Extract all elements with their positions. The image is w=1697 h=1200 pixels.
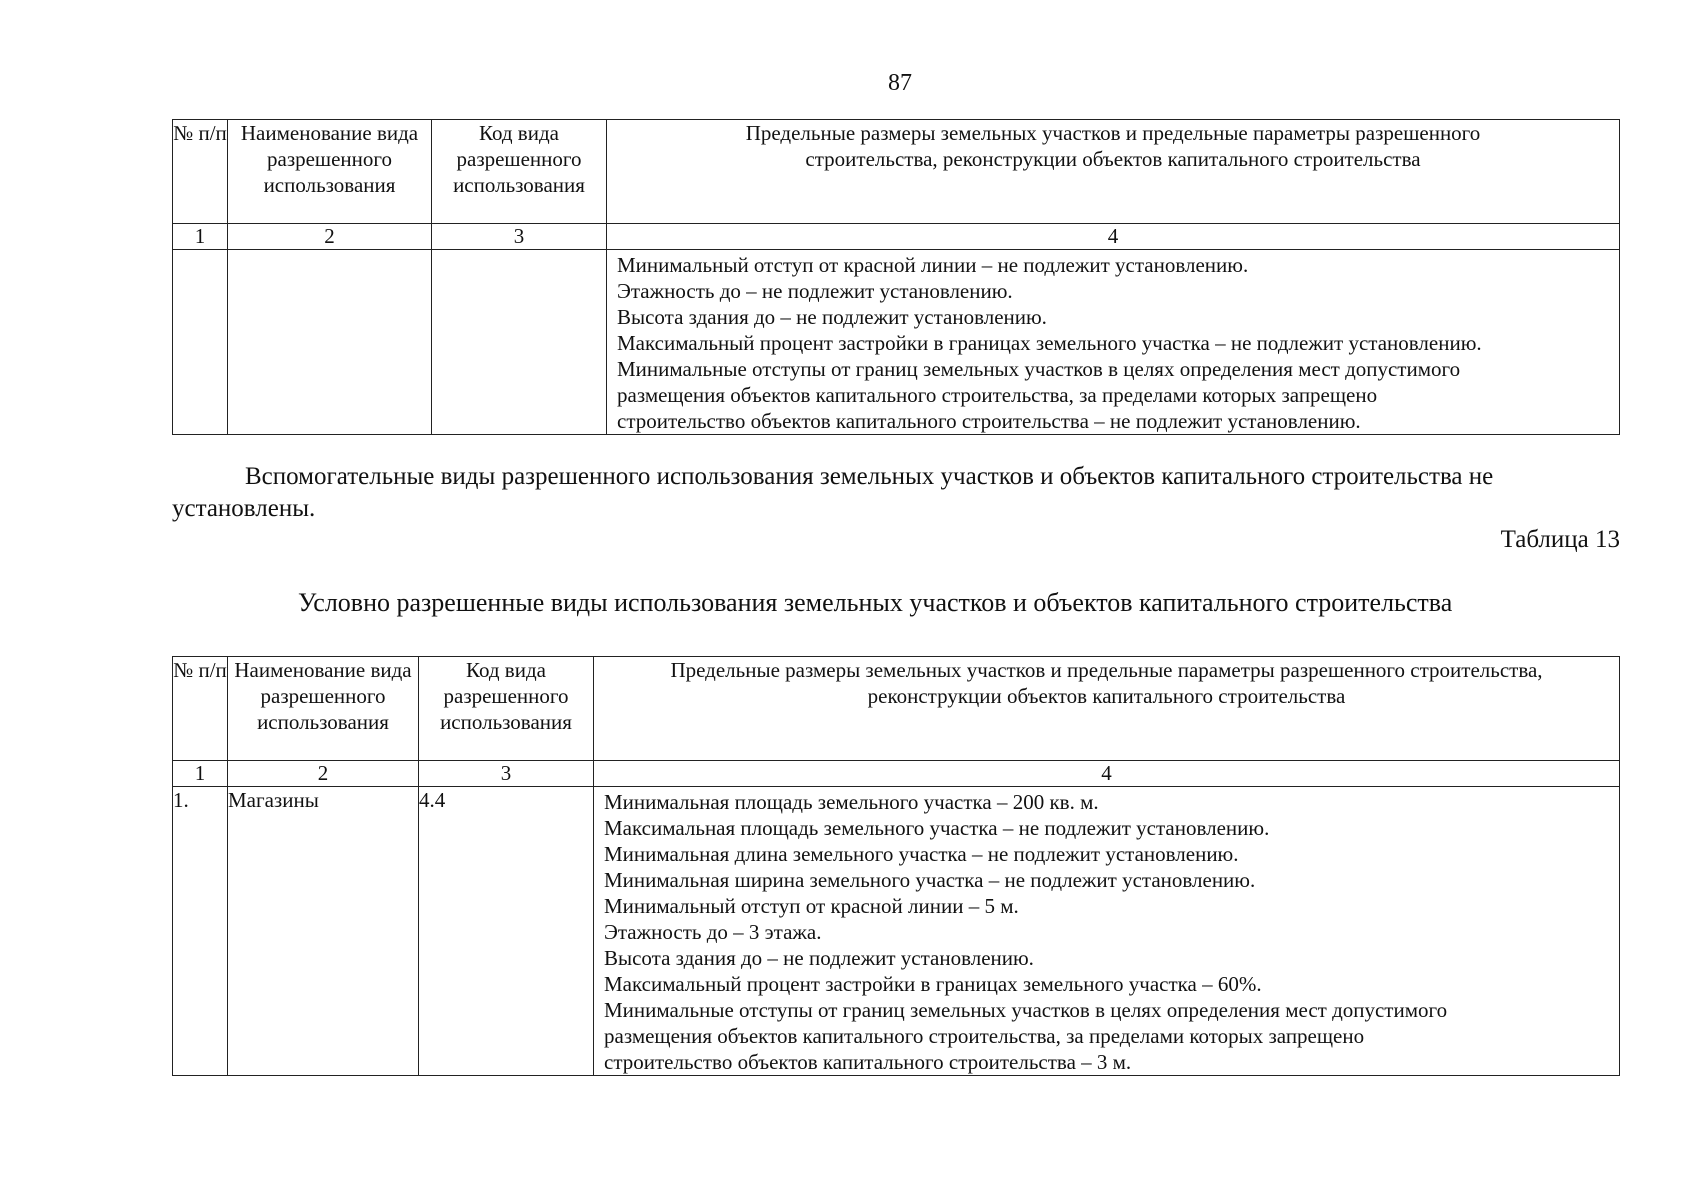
row-number-cell: 1. xyxy=(173,787,228,1076)
parameter-line: Минимальная площадь земельного участка – 200 кв. м. xyxy=(604,790,1099,814)
parameter-line: строительство объектов капитального строительства – не подлежит установлению. xyxy=(617,409,1361,433)
parameter-line: Минимальный отступ от красной линии – 5 м. xyxy=(604,894,1019,918)
table-header-row xyxy=(173,120,1620,224)
auxiliary-uses-paragraph: Вспомогательные виды разрешенного использования земельных участков и объектов капитального строительства не установлены. xyxy=(172,463,1494,522)
parameter-line: Этажность до – не подлежит установлению. xyxy=(617,279,1013,303)
column-number: 1 xyxy=(173,224,228,250)
table-title: Условно разрешенные виды использования земельных участков и объектов капитального строительства xyxy=(298,588,1453,617)
header-number: № п/п xyxy=(173,657,228,761)
header-use-code: Код вида разрешенного использования xyxy=(432,120,607,224)
parameter-line: Максимальный процент застройки в границах земельного участка – 60%. xyxy=(604,972,1262,996)
parameter-line: Высота здания до – не подлежит установлению. xyxy=(604,946,1034,970)
parameter-line: Максимальный процент застройки в границах земельного участка – не подлежит установлению. xyxy=(617,331,1482,355)
parameter-line: Минимальная длина земельного участка – не подлежит установлению. xyxy=(604,842,1239,866)
column-number: 1 xyxy=(173,761,228,787)
table-continued xyxy=(172,119,1620,435)
parameter-line: Минимальный отступ от красной линии – не подлежит установлению. xyxy=(617,253,1249,277)
parameter-line: Минимальная ширина земельного участка – не подлежит установлению. xyxy=(604,868,1256,892)
parameter-line: Высота здания до – не подлежит установлению. xyxy=(617,305,1047,329)
parameter-line: размещения объектов капитального строительства, за пределами которых запрещено xyxy=(604,1024,1365,1048)
row-name-cell xyxy=(228,250,432,435)
row-code-cell: 4.4 xyxy=(419,787,594,1076)
row-number-cell xyxy=(173,250,228,435)
column-number: 2 xyxy=(228,224,432,250)
column-number: 3 xyxy=(432,224,607,250)
table-conditional-uses xyxy=(172,656,1620,1076)
table-header-row xyxy=(173,657,1620,761)
parameter-line: Максимальная площадь земельного участка – не подлежит установлению. xyxy=(604,816,1270,840)
parameter-line: строительство объектов капитального строительства – 3 м. xyxy=(604,1050,1132,1074)
column-number: 4 xyxy=(607,224,1620,250)
parameter-line: Этажность до – 3 этажа. xyxy=(604,920,822,944)
table-row xyxy=(173,250,1620,435)
parameter-line: Минимальные отступы от границ земельных участков в целях определения мест допустимого xyxy=(604,998,1448,1022)
column-number-row xyxy=(173,761,1620,787)
row-parameters-cell xyxy=(607,250,1620,435)
row-name-cell: Магазины xyxy=(228,787,419,1076)
table-row xyxy=(173,787,1620,1076)
header-use-name: Наименование вида разрешенного использования xyxy=(228,120,432,224)
column-number: 4 xyxy=(594,761,1620,787)
column-number: 3 xyxy=(419,761,594,787)
row-code-cell xyxy=(432,250,607,435)
table-label: Таблица 13 xyxy=(1500,526,1620,553)
column-number: 2 xyxy=(228,761,419,787)
header-parameters: Предельные размеры земельных участков и предельные параметры разрешенного строительства, реконструкции объектов капитального строительства xyxy=(607,120,1620,224)
header-number: № п/п xyxy=(173,120,228,224)
parameter-line: размещения объектов капитального строительства, за пределами которых запрещено xyxy=(617,383,1378,407)
header-use-code: Код вида разрешенного использования xyxy=(419,657,594,761)
parameter-line: Минимальные отступы от границ земельных участков в целях определения мест допустимого xyxy=(617,357,1461,381)
row-parameters-cell xyxy=(594,787,1620,1076)
column-number-row xyxy=(173,224,1620,250)
header-use-name: Наименование вида разрешенного использования xyxy=(228,657,419,761)
page-number: 87 xyxy=(888,70,912,96)
header-parameters: Предельные размеры земельных участков и предельные параметры разрешенного строительства, реконструкции объектов капитального строительства xyxy=(594,657,1620,761)
